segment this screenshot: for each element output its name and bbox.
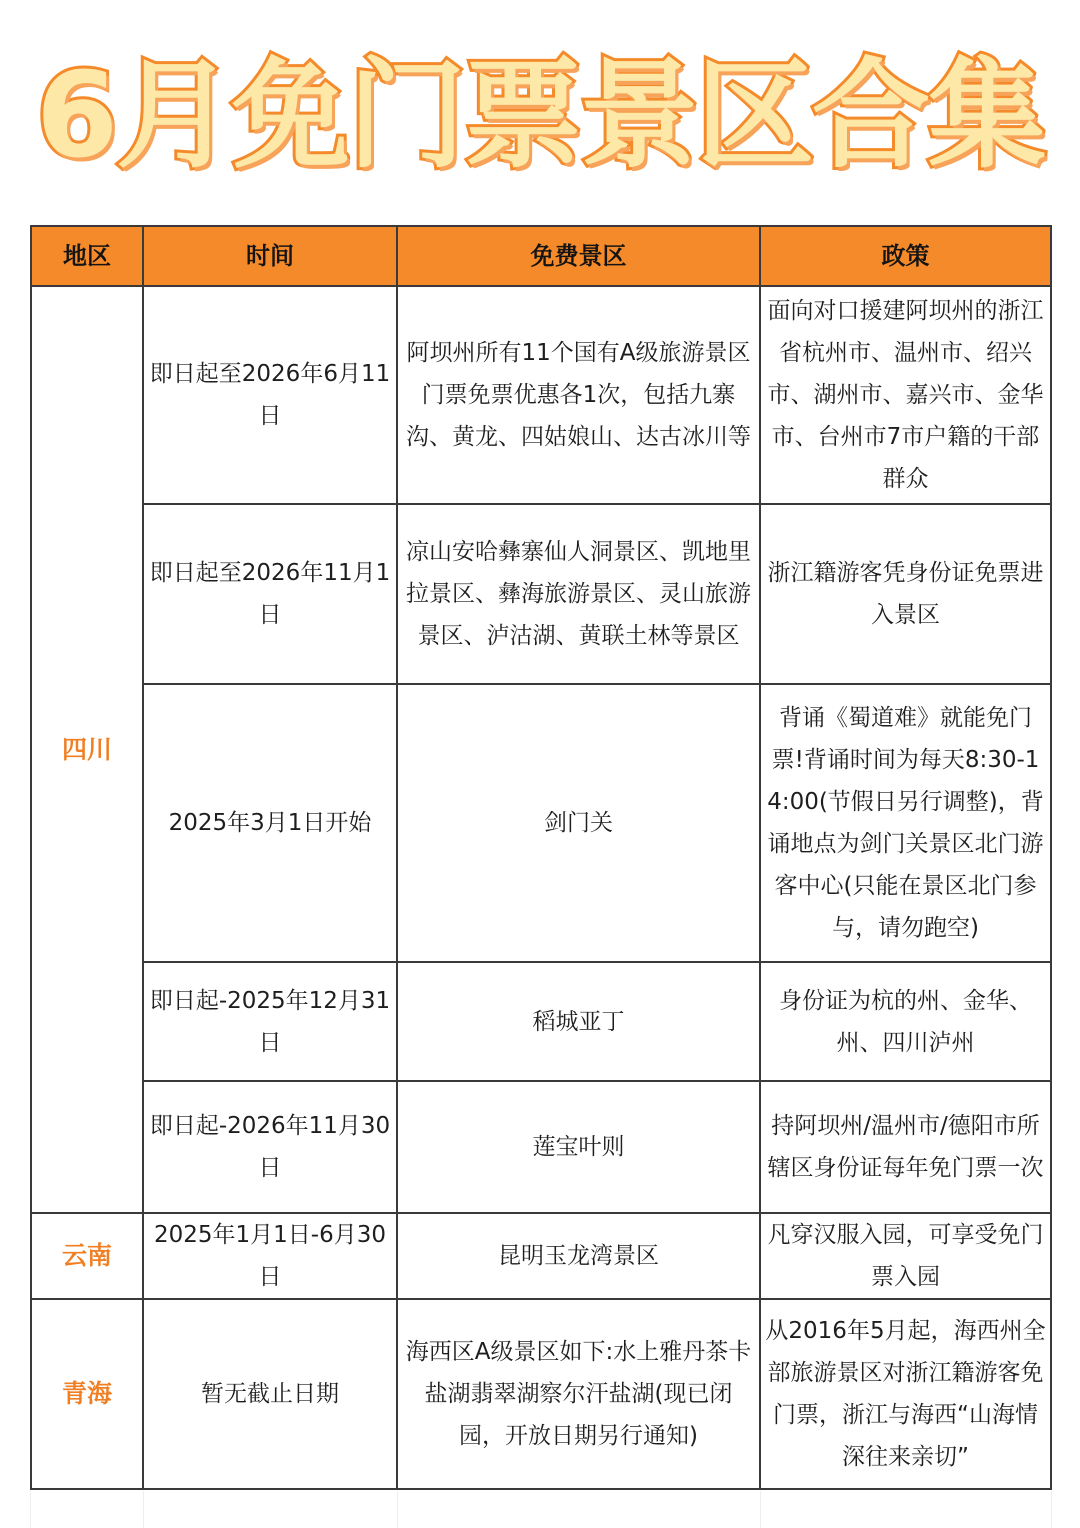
spot-cell: 凉山安哈彝寨仙人洞景区、凯地里拉景区、彝海旅游景区、灵山旅游景区、泸沽湖、黄联土林等景区 — [397, 504, 760, 684]
policy-cell: 身份证为杭的州、金华、州、四川泸州 — [760, 962, 1051, 1081]
table-row — [31, 1299, 1051, 1489]
time-cell: 2025年1月1日-6月30日 — [143, 1213, 397, 1299]
table-row — [31, 1213, 1051, 1299]
policy-cell: 面向对口援建阿坝州的浙江省杭州市、温州市、绍兴市、湖州市、嘉兴市、金华市、台州市7市户籍的干部群众 — [760, 286, 1051, 504]
policy-cell: 浙江籍游客凭身份证免票进入景区 — [760, 504, 1051, 684]
spot-cell: 剑门关 — [397, 684, 760, 962]
page-title — [0, 40, 1080, 190]
header-time: 时间 — [143, 226, 397, 286]
header-region: 地区 — [31, 226, 143, 286]
spot-cell: 莲宝叶则 — [397, 1081, 760, 1213]
title-text: 6月免门票景区合集 — [35, 46, 1045, 184]
region-sichuan: 四川 — [31, 286, 143, 1213]
region-yunnan: 云南 — [31, 1213, 143, 1299]
time-cell: 即日起-2026年11月30日 — [143, 1081, 397, 1213]
empty-row-remnant — [30, 1491, 1052, 1528]
time-cell: 即日起-2025年12月31日 — [143, 962, 397, 1081]
table-row — [31, 286, 1051, 504]
spot-cell: 稻城亚丁 — [397, 962, 760, 1081]
spot-cell: 昆明玉龙湾景区 — [397, 1213, 760, 1299]
table-row — [31, 962, 1051, 1081]
table-row — [31, 1081, 1051, 1213]
policy-cell: 从2016年5月起，海西州全部旅游景区对浙江籍游客免门票，浙江与海西“山海情深往来亲切” — [760, 1299, 1051, 1489]
time-cell: 即日起至2026年11月1日 — [143, 504, 397, 684]
policy-cell: 凡穿汉服入园，可享受免门票入园 — [760, 1213, 1051, 1299]
table-header-row — [31, 226, 1051, 286]
time-cell: 即日起至2026年6月11日 — [143, 286, 397, 504]
time-cell: 暂无截止日期 — [143, 1299, 397, 1489]
table-row — [31, 684, 1051, 962]
header-spot: 免费景区 — [397, 226, 760, 286]
free-ticket-table — [30, 225, 1052, 1490]
policy-cell: 持阿坝州/温州市/德阳市所辖区身份证每年免门票一次 — [760, 1081, 1051, 1213]
spot-cell: 阿坝州所有11个国有A级旅游景区门票免票优惠各1次，包括九寨沟、黄龙、四姑娘山、达古冰川等 — [397, 286, 760, 504]
region-qinghai: 青海 — [31, 1299, 143, 1489]
time-cell: 2025年3月1日开始 — [143, 684, 397, 962]
spot-cell: 海西区A级景区如下:水上雅丹茶卡盐湖翡翠湖察尔汗盐湖(现已闭园，开放日期另行通知) — [397, 1299, 760, 1489]
policy-cell: 背诵《蜀道难》就能免门票!背诵时间为每天8:30-14:00(节假日另行调整)，背诵地点为剑门关景区北门游客中心(只能在景区北门参与，请勿跑空) — [760, 684, 1051, 962]
table-row — [31, 504, 1051, 684]
header-policy: 政策 — [760, 226, 1051, 286]
